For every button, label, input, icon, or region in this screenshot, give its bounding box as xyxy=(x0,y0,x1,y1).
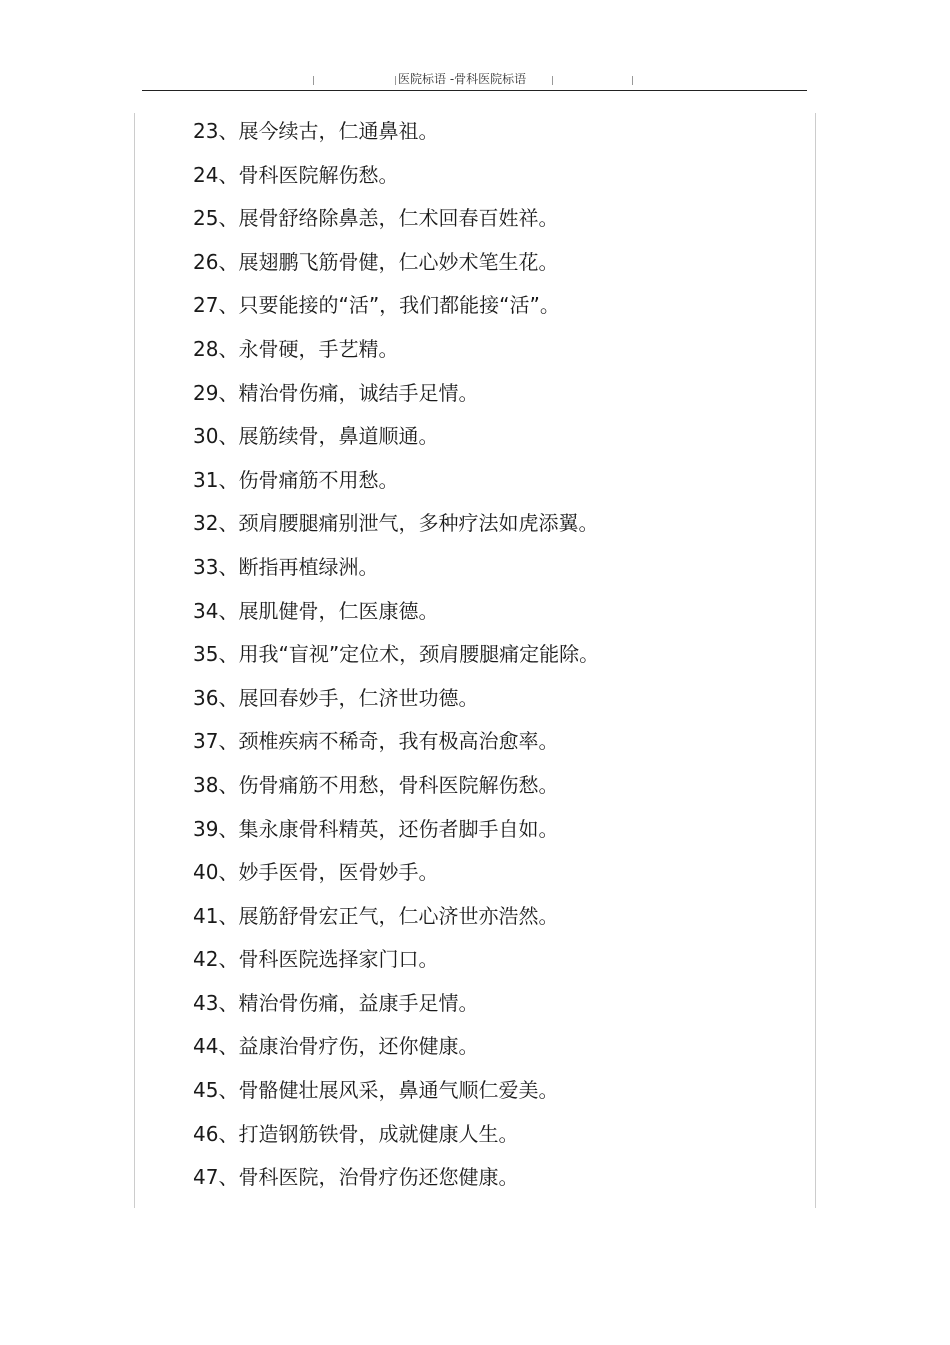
list-item xyxy=(193,720,793,764)
item-number: 47、 xyxy=(193,1165,239,1190)
item-number: 23、 xyxy=(193,119,239,143)
item-text: 骨科医院选择家门口。 xyxy=(238,947,439,972)
header-tick-mid-right xyxy=(552,76,553,85)
item-number: 25、 xyxy=(193,206,239,231)
item-number: 44、 xyxy=(193,1034,239,1059)
list-item xyxy=(193,415,793,459)
item-text: 集永康骨科精英，还伤者脚手自如。 xyxy=(238,816,559,841)
list-item xyxy=(193,677,793,721)
list-item xyxy=(193,808,793,852)
slogan-list xyxy=(193,110,793,1200)
list-item xyxy=(193,982,793,1026)
list-item xyxy=(193,197,793,241)
item-number: 42、 xyxy=(193,947,239,972)
list-item xyxy=(193,372,793,416)
item-number: 46、 xyxy=(193,1121,239,1146)
item-number: 41、 xyxy=(193,903,239,928)
list-item xyxy=(193,154,793,198)
list-item xyxy=(193,895,793,939)
item-text: 展今续古，仁通鼻祖。 xyxy=(238,119,439,143)
item-number: 40、 xyxy=(193,860,239,885)
header-tick-mid-left xyxy=(395,76,396,85)
list-item xyxy=(193,938,793,982)
item-text: 展肌健骨，仁医康德。 xyxy=(238,598,439,623)
list-item xyxy=(193,590,793,634)
item-text: 展翅鹏飞筋骨健，仁心妙术笔生花。 xyxy=(238,249,559,274)
item-text: 打造钢筋铁骨，成就健康人生。 xyxy=(238,1121,519,1146)
header-rule xyxy=(142,90,807,91)
item-number: 45、 xyxy=(193,1078,239,1103)
list-item xyxy=(193,546,793,590)
item-text: 妙手医骨，医骨妙手。 xyxy=(238,860,439,885)
list-item xyxy=(193,851,793,895)
item-number: 28、 xyxy=(193,336,239,361)
item-number: 36、 xyxy=(193,685,239,710)
item-text: 只要能接的“活”，我们都能接“活”。 xyxy=(238,293,560,318)
header-tick-right xyxy=(632,76,633,85)
item-number: 33、 xyxy=(193,554,239,579)
list-item xyxy=(193,241,793,285)
list-item xyxy=(193,1156,793,1200)
item-number: 38、 xyxy=(193,772,239,797)
list-item xyxy=(193,1025,793,1069)
page-header xyxy=(0,70,950,90)
list-item xyxy=(193,284,793,328)
item-number: 24、 xyxy=(193,162,239,187)
item-text: 展回春妙手，仁济世功德。 xyxy=(238,685,479,710)
header-title: 医院标语 -骨科医院标语 xyxy=(398,72,527,86)
list-item xyxy=(193,1069,793,1113)
item-number: 37、 xyxy=(193,729,239,754)
item-number: 34、 xyxy=(193,598,239,623)
list-item xyxy=(193,459,793,503)
item-text: 精治骨伤痛，诚结手足情。 xyxy=(238,380,479,405)
item-number: 26、 xyxy=(193,249,239,274)
item-text: 骨科医院，治骨疗伤还您健康。 xyxy=(238,1165,519,1190)
item-text: 颈肩腰腿痛别泄气，多种疗法如虎添翼。 xyxy=(238,511,599,536)
item-number: 43、 xyxy=(193,990,239,1015)
item-text: 伤骨痛筋不用愁，骨科医院解伤愁。 xyxy=(238,772,559,797)
item-text: 展筋舒骨宏正气，仁心济世亦浩然。 xyxy=(238,903,559,928)
item-text: 精治骨伤痛，益康手足情。 xyxy=(238,990,479,1015)
list-item xyxy=(193,1113,793,1157)
item-number: 39、 xyxy=(193,816,239,841)
item-number: 35、 xyxy=(193,642,239,667)
left-margin-line xyxy=(134,113,135,1208)
item-number: 31、 xyxy=(193,467,239,492)
item-text: 永骨硬，手艺精。 xyxy=(238,336,399,361)
right-margin-line xyxy=(815,113,816,1208)
item-text: 伤骨痛筋不用愁。 xyxy=(238,467,399,492)
item-text: 用我“盲视”定位术，颈肩腰腿痛定能除。 xyxy=(238,642,600,667)
item-text: 展骨舒络除鼻恙，仁术回春百姓祥。 xyxy=(238,206,559,231)
item-number: 32、 xyxy=(193,511,239,536)
list-item xyxy=(193,502,793,546)
list-item xyxy=(193,110,793,154)
item-text: 骨科医院解伤愁。 xyxy=(238,162,399,187)
item-text: 骨骼健壮展风采，鼻通气顺仁爱美。 xyxy=(238,1078,559,1103)
item-text: 展筋续骨，鼻道顺通。 xyxy=(238,424,439,449)
header-tick-left xyxy=(313,76,314,85)
item-text: 颈椎疾病不稀奇，我有极高治愈率。 xyxy=(238,729,559,754)
list-item xyxy=(193,328,793,372)
item-number: 27、 xyxy=(193,293,239,318)
list-item xyxy=(193,764,793,808)
item-text: 益康治骨疗伤，还你健康。 xyxy=(238,1034,479,1059)
item-number: 30、 xyxy=(193,424,239,449)
list-item xyxy=(193,633,793,677)
item-text: 断指再植绿洲。 xyxy=(238,554,379,579)
item-number: 29、 xyxy=(193,380,239,405)
